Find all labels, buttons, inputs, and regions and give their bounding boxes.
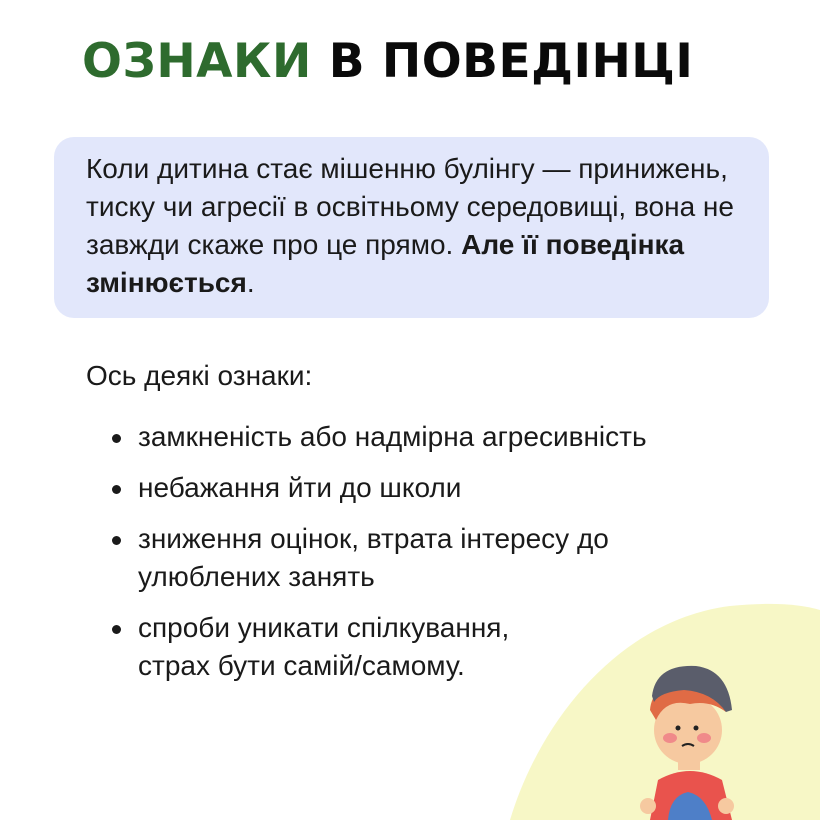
list-item: зниження оцінок, втрата інтересу до улюблених занять	[110, 520, 638, 596]
callout-text	[86, 150, 756, 302]
callout-main: Коли дитина стає мішенню булінгу — принижень, тиску чи агресії в освітньому середовищі, вона не завжди скаже про це прямо.	[86, 153, 734, 260]
signs-intro: Ось деякі ознаки:	[86, 360, 313, 391]
list-item: замкненість або надмірна агресивність	[110, 418, 647, 456]
list-item: небажання йти до школи	[110, 469, 647, 507]
page-title	[82, 34, 693, 89]
title-rest: В ПОВЕДІНЦІ	[328, 34, 694, 89]
title-highlight: ОЗНАКИ	[82, 34, 312, 89]
callout-box	[54, 137, 769, 318]
callout-end: .	[246, 267, 255, 298]
callout-bold: Але її поведінка змінюється	[86, 229, 685, 298]
illustration	[500, 600, 820, 820]
list-item: спроби уникати спілкування, страх бути самій/самому.	[110, 609, 558, 685]
